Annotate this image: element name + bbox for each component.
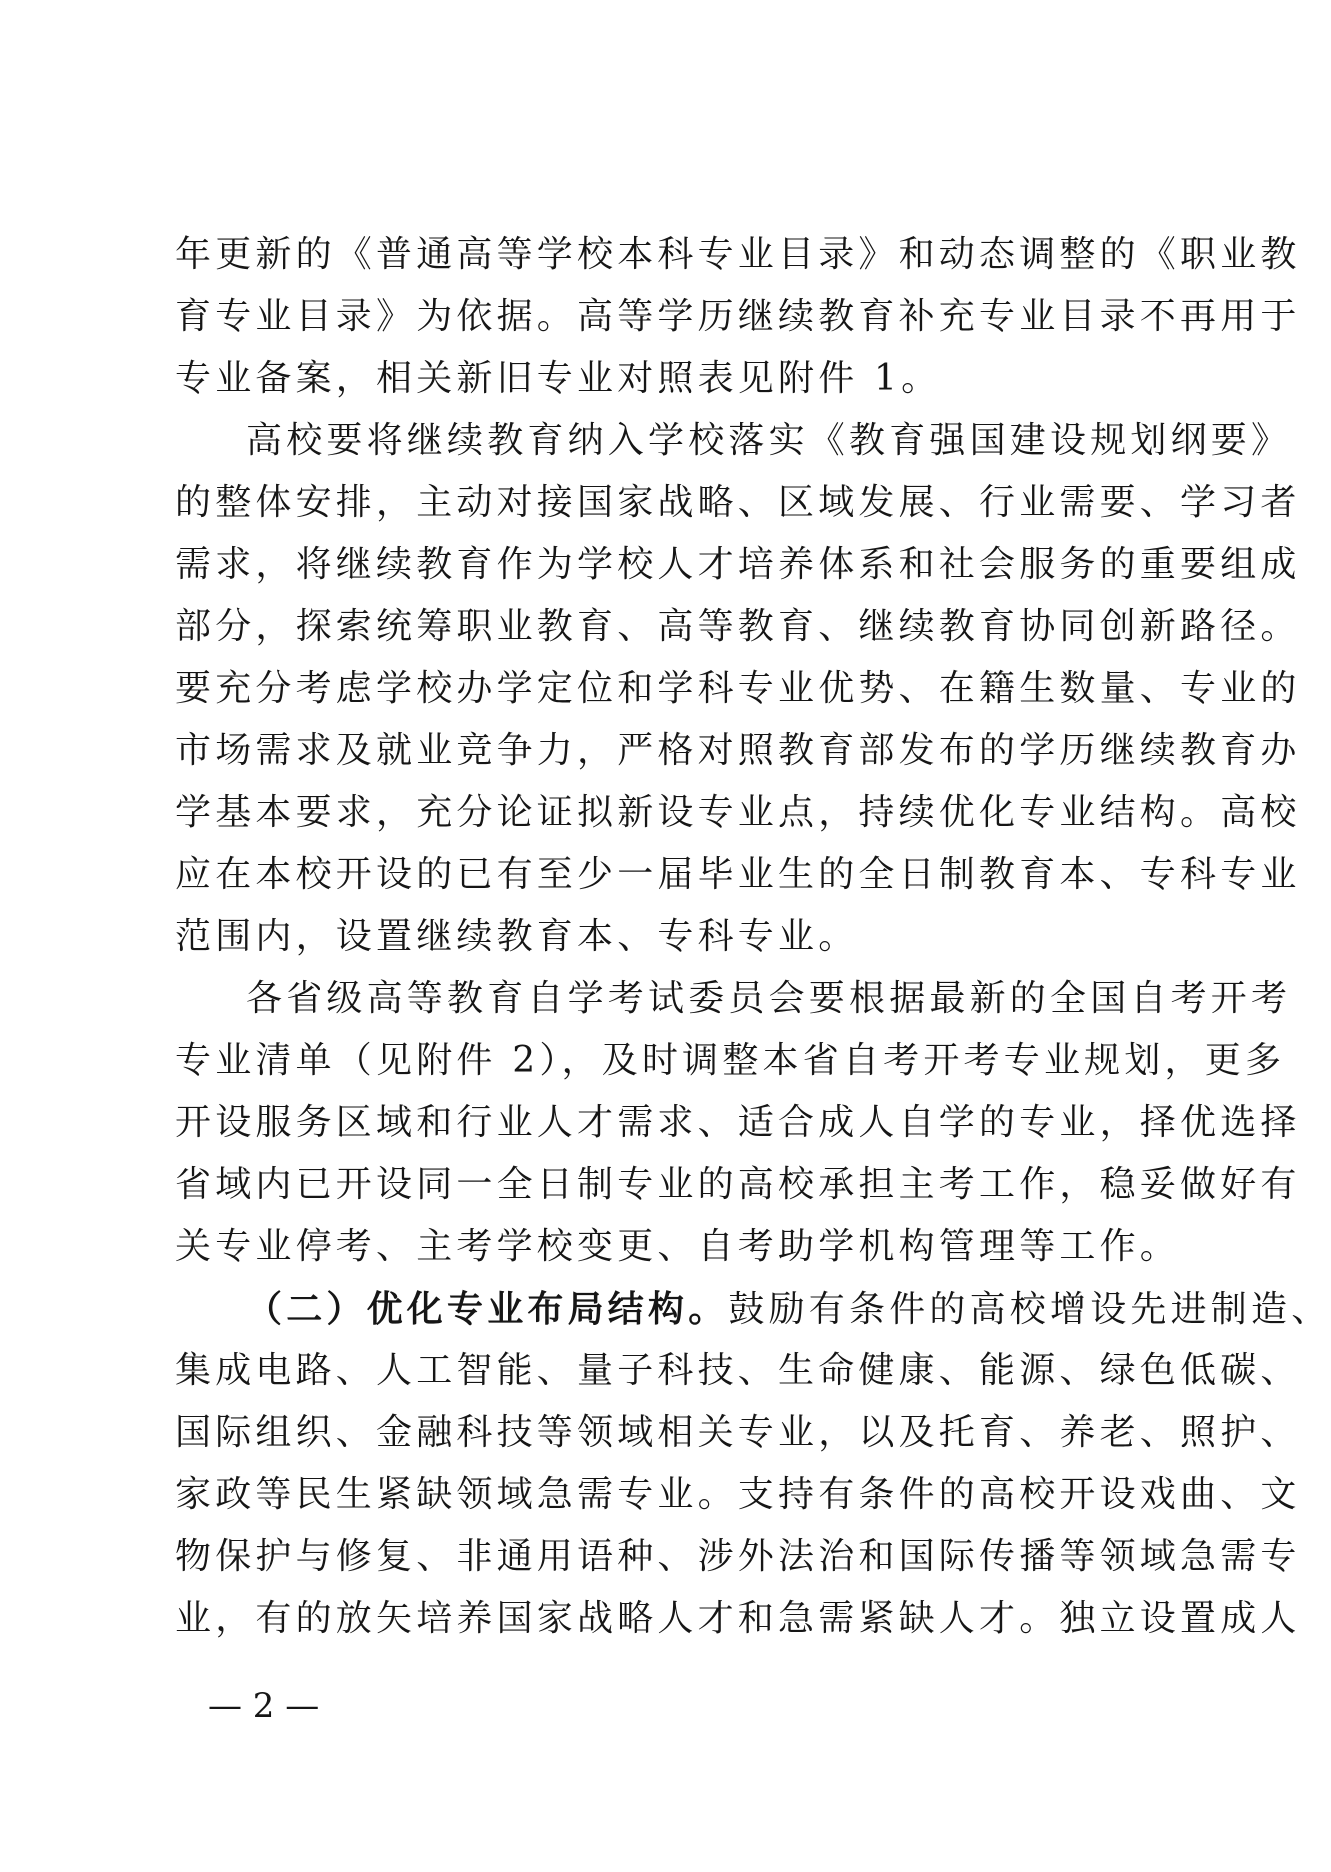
text-line-8: 要充分考虑学校办学定位和学科专业优势、在籍生数量、专业的 [175,668,1301,709]
paragraph-2-line-1: 高校要将继续教育纳入学校落实《教育强国建设规划纲要》 [246,420,1292,461]
text-line-15: 开设服务区域和行业人才需求、适合成人自学的专业，择优选择 [175,1102,1301,1143]
section-heading-line [246,1278,1331,1340]
text-line-11: 应在本校开设的已有至少一届毕业生的全日制教育本、专科专业 [175,854,1301,895]
text-line-14: 专业清单（见附件 2），及时调整本省自考开考专业规划，更多 [175,1040,1286,1081]
text-line-16: 省域内已开设同一全日制专业的高校承担主考工作，稳妥做好有 [175,1164,1301,1205]
text-line-1: 年更新的《普通高等学校本科专业目录》和动态调整的《职业教 [175,234,1301,275]
text-line-22: 物保护与修复、非通用语种、涉外法治和国际传播等领域急需专 [175,1536,1301,1577]
text-line-9: 市场需求及就业竞争力，严格对照教育部发布的学历继续教育办 [175,730,1301,771]
text-line-12: 范围内，设置继续教育本、专科专业。 [175,916,859,957]
page-number: — 2 — [208,1686,320,1726]
text-line-10: 学基本要求，充分论证拟新设专业点，持续优化专业结构。高校 [175,792,1301,833]
text-line-20: 国际组织、金融科技等领域相关专业，以及托育、养老、照护、 [175,1412,1301,1453]
paragraph-3-line-1: 各省级高等教育自学考试委员会要根据最新的全国自考开考 [246,978,1292,1019]
text-line-19: 集成电路、人工智能、量子科技、生命健康、能源、绿色低碳、 [175,1350,1301,1391]
section-heading: （二）优化专业布局结构。 [246,1288,729,1330]
text-line-17: 关专业停考、主考学校变更、自考助学机构管理等工作。 [175,1226,1181,1267]
section-heading-rest: 鼓励有条件的高校增设先进制造、 [728,1289,1331,1330]
text-line-23: 业，有的放矢培养国家战略人才和急需紧缺人才。独立设置成人 [175,1598,1301,1639]
text-line-3: 专业备案，相关新旧专业对照表见附件 1。 [175,358,942,399]
text-line-7: 部分，探索统筹职业教育、高等教育、继续教育协同创新路径。 [175,606,1301,647]
text-line-21: 家政等民生紧缺领域急需专业。支持有条件的高校开设戏曲、文 [175,1474,1301,1515]
text-line-6: 需求，将继续教育作为学校人才培养体系和社会服务的重要组成 [175,544,1301,585]
text-line-5: 的整体安排，主动对接国家战略、区域发展、行业需要、学习者 [175,482,1301,523]
text-line-2: 育专业目录》为依据。高等学历继续教育补充专业目录不再用于 [175,296,1301,337]
